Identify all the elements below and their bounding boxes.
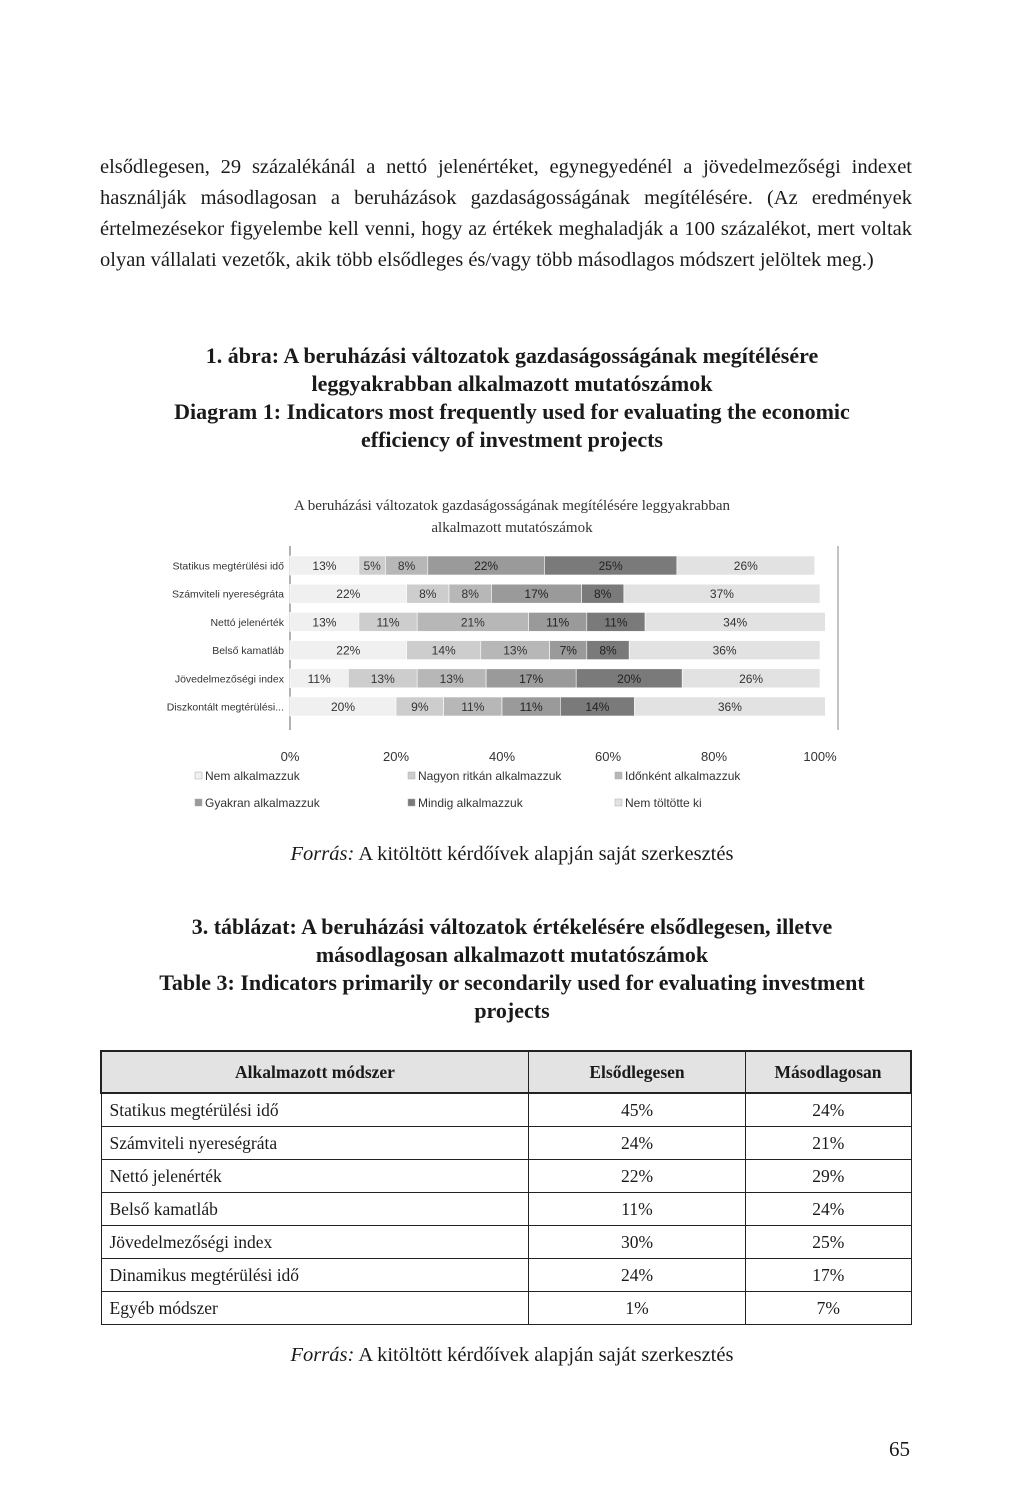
- legend-label: Gyakran alkalmazzuk: [205, 796, 320, 810]
- cell-method: Számviteli nyereségráta: [101, 1127, 529, 1160]
- table-header-row: [101, 1051, 911, 1093]
- cell-method: Statikus megtérülési idő: [101, 1093, 529, 1127]
- data-label: 22%: [474, 559, 499, 573]
- table-source-label: Forrás:: [290, 1344, 355, 1366]
- data-label: 17%: [519, 671, 544, 686]
- legend-swatch: [615, 799, 622, 806]
- x-tick-label: 60%: [594, 749, 622, 764]
- cell-secondary: 21%: [746, 1127, 912, 1160]
- legend-swatch: [195, 799, 202, 806]
- legend-swatch: [408, 772, 415, 779]
- chart-title-line2: alkalmazott mutatószámok: [431, 520, 593, 536]
- data-label: 37%: [709, 587, 734, 602]
- data-label: 36%: [717, 700, 742, 714]
- chart-title-line1: A beruházási változatok gazdaságosságának megítélésére leggyakrabban: [293, 498, 731, 514]
- data-label: 13%: [312, 615, 337, 630]
- data-label: 7%: [559, 643, 577, 658]
- figure-source-text: A kitöltött kérdőívek alapján saját szerkesztés: [358, 843, 734, 865]
- header-secondary: Másodlagosan: [746, 1051, 912, 1093]
- category-label: Nettó jelenérték: [210, 616, 284, 629]
- data-label: 13%: [503, 643, 528, 658]
- legend-swatch: [408, 799, 415, 806]
- data-label: 20%: [330, 700, 356, 714]
- data-label: 11%: [461, 700, 485, 714]
- data-label: 13%: [370, 671, 395, 686]
- data-label: 8%: [419, 587, 437, 602]
- cell-primary: 30%: [529, 1226, 746, 1259]
- cell-primary: 24%: [529, 1127, 746, 1160]
- table-row: [101, 1127, 911, 1160]
- data-label: 13%: [439, 671, 464, 686]
- data-label: 34%: [723, 615, 748, 630]
- indicators-table: [100, 1050, 912, 1325]
- legend-label: Időnként alkalmazzuk: [625, 769, 741, 783]
- data-label: 25%: [598, 559, 623, 573]
- figure-caption-hu-line2: leggyakrabban alkalmazott mutatószámok: [311, 371, 713, 396]
- table-row: [101, 1259, 911, 1292]
- data-label: 11%: [604, 615, 628, 630]
- data-label: 11%: [546, 615, 570, 630]
- x-tick-label: 0%: [280, 749, 300, 764]
- category-label: Statikus megtérülési idő: [172, 560, 284, 573]
- page-number: 65: [889, 1437, 910, 1461]
- cell-secondary: 29%: [746, 1160, 912, 1193]
- data-label: 21%: [460, 615, 485, 630]
- cell-secondary: 24%: [746, 1193, 912, 1226]
- category-label: Diszkontált megtérülési...: [166, 701, 284, 714]
- legend-label: Mindig alkalmazzuk: [418, 796, 523, 810]
- data-label: 8%: [397, 559, 416, 573]
- table-row: [101, 1292, 911, 1325]
- data-label: 22%: [336, 587, 361, 602]
- data-label: 22%: [336, 643, 361, 658]
- cell-secondary: 7%: [746, 1292, 912, 1325]
- table-caption-hu-line1: 3. táblázat: A beruházási változatok értékelésére elsődlegesen, illetve: [191, 914, 833, 939]
- data-label: 5%: [363, 559, 381, 573]
- figure-source-label: Forrás:: [290, 843, 355, 865]
- data-label: 11%: [307, 671, 331, 686]
- cell-method: Belső kamatláb: [101, 1193, 529, 1226]
- cell-primary: 45%: [529, 1093, 746, 1127]
- table-caption: [90, 913, 934, 1025]
- table-row: [101, 1093, 911, 1127]
- data-label: 9%: [411, 700, 429, 714]
- data-label: 8%: [599, 643, 617, 658]
- cell-primary: 24%: [529, 1259, 746, 1292]
- figure-source: [0, 843, 1024, 866]
- legend-label: Nem alkalmazzuk: [205, 769, 300, 783]
- table-caption-en-line1: Table 3: Indicators primarily or secondarily used for evaluating investment: [159, 970, 865, 995]
- figure-caption-en-line1: Diagram 1: Indicators most frequently used for evaluating the economic: [174, 399, 850, 424]
- x-tick-label: 40%: [488, 749, 516, 764]
- legend-label: Nem töltötte ki: [625, 796, 702, 810]
- table-caption-hu-line2: másodlagosan alkalmazott mutatószámok: [315, 942, 709, 967]
- cell-secondary: 17%: [746, 1259, 912, 1292]
- legend-label: Nagyon ritkán alkalmazzuk: [418, 769, 562, 783]
- header-method: Alkalmazott módszer: [101, 1051, 529, 1093]
- header-primary: Elsődlegesen: [529, 1051, 746, 1093]
- table-source-text: A kitöltött kérdőívek alapján saját szerkesztés: [358, 1344, 734, 1366]
- table-row: [101, 1160, 911, 1193]
- legend-swatch: [615, 772, 622, 779]
- cell-primary: 1%: [529, 1292, 746, 1325]
- figure-caption-en-line2: efficiency of investment projects: [361, 427, 663, 452]
- data-label: 13%: [312, 559, 337, 573]
- table-row: [101, 1193, 911, 1226]
- cell-method: Nettó jelenérték: [101, 1160, 529, 1193]
- data-label: 11%: [376, 615, 400, 630]
- cell-method: Jövedelmezőségi index: [101, 1226, 529, 1259]
- data-label: 11%: [519, 700, 543, 714]
- data-label: 14%: [431, 643, 456, 658]
- figure-caption-hu-line1: 1. ábra: A beruházási változatok gazdaságosságának megítélésére: [205, 343, 819, 368]
- x-tick-label: 80%: [700, 749, 728, 764]
- category-label: Számviteli nyereségráta: [171, 588, 284, 601]
- data-label: 8%: [594, 587, 612, 602]
- data-label: 17%: [524, 587, 549, 602]
- cell-primary: 22%: [529, 1160, 746, 1193]
- table-row: [101, 1226, 911, 1259]
- data-label: 8%: [461, 587, 479, 602]
- data-label: 36%: [712, 643, 737, 658]
- x-tick-label: 20%: [382, 749, 410, 764]
- category-label: Belső kamatláb: [212, 645, 284, 658]
- data-label: 26%: [733, 559, 758, 573]
- cell-primary: 11%: [529, 1193, 746, 1226]
- data-label: 14%: [585, 700, 610, 714]
- data-label: 20%: [617, 671, 642, 686]
- body-paragraph: elsődlegesen, 29 százalékánál a nettó jelenértéket, egynegyedénél a jövedelmezőségi indexet használják másodlagosan a beruházások gazdaságosságának megítélésére. (Az eredmények értelmezésekor figyelembe kell venni, hogy az értékek meghaladják a 100 százalékot, mert voltak olyan vállalati vezetők, akik több elsődleges és/vagy több másodlagos módszert jelöltek meg.): [100, 156, 912, 271]
- table-caption-en-line2: projects: [474, 998, 550, 1023]
- cell-secondary: 24%: [746, 1093, 912, 1127]
- cell-method: Egyéb módszer: [101, 1292, 529, 1325]
- data-label: 26%: [739, 671, 764, 686]
- cell-method: Dinamikus megtérülési idő: [101, 1259, 529, 1292]
- category-label: Jövedelmezőségi index: [174, 673, 284, 686]
- table-source: [0, 1344, 1024, 1367]
- legend-swatch: [195, 772, 202, 779]
- x-tick-label: 100%: [803, 749, 837, 764]
- cell-secondary: 25%: [746, 1226, 912, 1259]
